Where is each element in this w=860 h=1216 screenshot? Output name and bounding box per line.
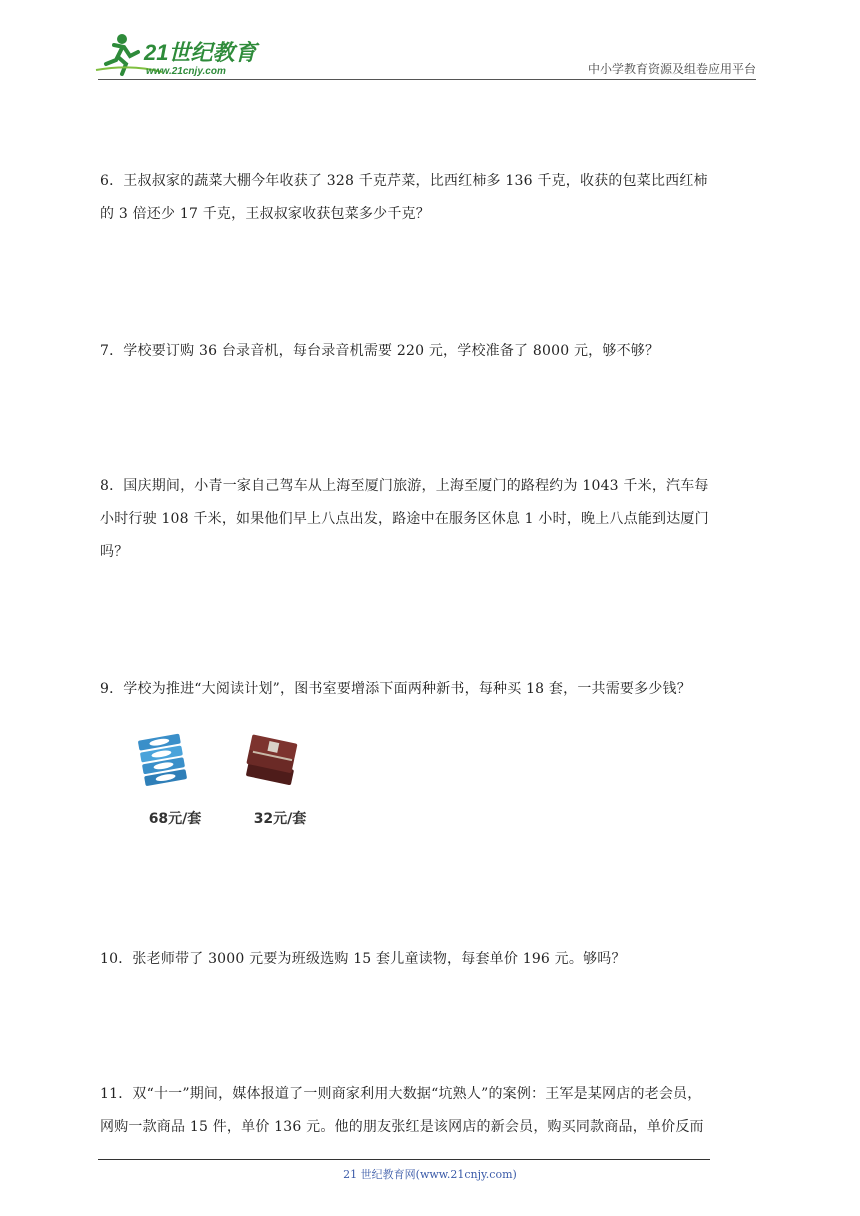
question-line: 9．学校为推进“大阅读计划”，图书室要增添下面两种新书，每种买 18 套，一共需要多少钱？ [100,681,691,697]
question-line: 7．学校要订购 36 台录音机，每台录音机需要 220 元，学校准备了 8000 元，够不够？ [100,343,660,359]
price-label-brown: 32元/套 [253,811,307,827]
logo-url: www.21cnjy.com [146,66,226,77]
price-label-blue: 68元/套 [148,811,202,827]
question-line: 10．张老师带了 3000 元要为班级选购 15 套儿童读物，每套单价 196 元。够吗？ [100,951,626,967]
question-7 [100,335,760,368]
question-11 [100,1078,760,1144]
header-divider [98,79,756,80]
question-line: 6．王叔叔家的蔬菜大棚今年收获了 328 千克芹菜，比西红柿多 136 千克，收获的包菜比西红柿 [100,173,708,189]
question-line: 吗？ [100,544,129,560]
question-line: 的 3 倍还少 17 千克，王叔叔家收获包菜多少千克？ [100,206,430,222]
question-10 [100,943,760,976]
question-6 [100,165,760,231]
page-header [0,0,860,90]
blue-book-stack-icon [132,733,192,798]
book-illustrations [130,733,330,833]
question-9 [100,673,760,706]
platform-name: 中小学教育资源及组卷应用平台 [587,62,756,76]
runner-logo-icon [92,30,262,80]
question-8 [100,470,760,569]
brown-book-stack-icon [237,733,307,798]
footer-text[interactable]: 21 世纪教育网(www.21cnjy.com) [343,1168,517,1181]
question-line: 网购一款商品 15 件，单价 136 元。他的朋友张红是该网店的新会员，购买同款商品，单价反而 [100,1119,704,1135]
site-logo[interactable] [92,30,262,80]
question-line: 小时行驶 108 千米，如果他们早上八点出发，路途中在服务区休息 1 小时，晚上八点能到达厦门 [100,511,709,527]
logo-text: 21世纪教育 [144,40,257,65]
question-line: 11．双“十一”期间，媒体报道了一则商家利用大数据“坑熟人”的案例：王军是某网店的老会员， [100,1086,702,1102]
question-line: 8．国庆期间，小青一家自己驾车从上海至厦门旅游，上海至厦门的路程约为 1043 千米，汽车每 [100,478,709,494]
book-set-blue [130,733,220,833]
footer-divider [98,1159,710,1160]
book-set-brown [235,733,325,833]
